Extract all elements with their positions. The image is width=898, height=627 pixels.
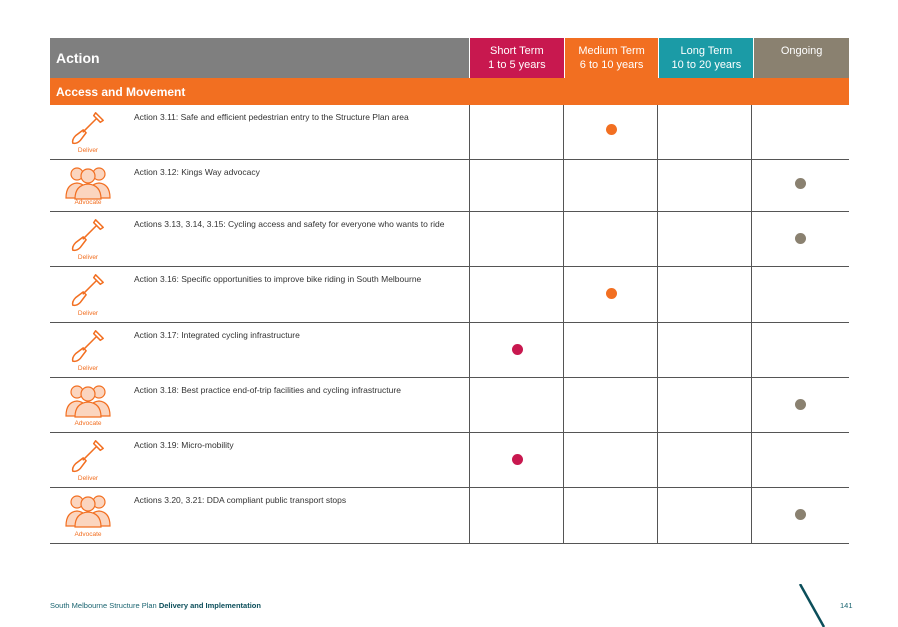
action-text: Action 3.11: Safe and efficient pedestrian entry to the Structure Plan area — [134, 112, 409, 122]
long-term-cell — [658, 323, 752, 377]
medium-term-cell — [564, 105, 658, 159]
short-term-cell — [470, 212, 564, 266]
ongoing-label: Ongoing — [780, 45, 823, 57]
medium-term-cell — [564, 160, 658, 211]
role-label: Deliver — [77, 475, 99, 482]
timing-dot — [606, 288, 617, 299]
short-term-range: 1 to 5 years — [488, 59, 546, 71]
short-term-cell — [470, 323, 564, 377]
short-term-cell — [470, 488, 564, 543]
footer — [50, 601, 261, 610]
medium-term-cell — [564, 212, 658, 266]
table-header — [50, 38, 849, 78]
ongoing-cell — [752, 378, 847, 432]
role-label: Deliver — [77, 147, 99, 154]
role-label: Deliver — [77, 365, 99, 372]
medium-term-cell — [564, 488, 658, 543]
shovel-icon — [58, 109, 118, 152]
long-term-range: 10 to 20 years — [671, 59, 742, 71]
table-row — [50, 160, 849, 212]
action-cell — [50, 267, 470, 322]
timing-dot — [512, 454, 523, 465]
action-text: Action 3.16: Specific opportunities to improve bike riding in South Melbourne — [134, 274, 422, 284]
table-row — [50, 378, 849, 433]
people-group-icon — [58, 382, 118, 423]
medium-term-label: Medium Term — [578, 45, 645, 57]
short-term-cell — [470, 378, 564, 432]
action-text: Action 3.19: Micro-mobility — [134, 440, 234, 450]
timing-dot — [512, 344, 523, 355]
medium-term-cell — [564, 267, 658, 322]
long-term-cell — [658, 160, 752, 211]
action-text: Action 3.18: Best practice end-of-trip facilities and cycling infrastructure — [134, 385, 401, 395]
medium-term-cell — [564, 323, 658, 377]
ongoing-cell — [752, 212, 847, 266]
long-term-cell — [658, 105, 752, 159]
table-row — [50, 212, 849, 267]
role-label: Advocate — [74, 531, 102, 538]
role-label: Deliver — [77, 254, 99, 261]
ongoing-cell — [752, 160, 847, 211]
long-term-cell — [658, 267, 752, 322]
timing-dot — [795, 233, 806, 244]
medium-term-header — [565, 38, 659, 78]
table-row — [50, 323, 849, 378]
action-cell — [50, 378, 470, 432]
medium-term-cell — [564, 433, 658, 487]
section-title: Access and Movement — [50, 78, 849, 105]
table-row — [50, 267, 849, 323]
action-cell — [50, 488, 470, 543]
ongoing-cell — [752, 488, 847, 543]
long-term-cell — [658, 378, 752, 432]
long-term-label: Long Term — [680, 45, 733, 57]
ongoing-header — [754, 38, 849, 78]
timing-dot — [795, 399, 806, 410]
ongoing-cell — [752, 323, 847, 377]
action-column-header: Action — [50, 38, 469, 78]
short-term-cell — [470, 105, 564, 159]
table-row — [50, 488, 849, 544]
decorative-slash — [798, 584, 828, 627]
timing-dot — [606, 124, 617, 135]
long-term-header — [659, 38, 753, 78]
action-table — [50, 38, 849, 544]
shovel-icon — [58, 216, 118, 259]
table-row — [50, 433, 849, 488]
short-term-header — [470, 38, 564, 78]
short-term-label: Short Term — [490, 45, 544, 57]
action-text: Action 3.12: Kings Way advocacy — [134, 167, 260, 177]
action-cell — [50, 433, 470, 487]
ongoing-cell — [752, 433, 847, 487]
timing-dot — [795, 509, 806, 520]
action-text: Actions 3.20, 3.21: DDA compliant public transport stops — [134, 495, 347, 505]
footer-doc-title: South Melbourne Structure Plan — [50, 601, 157, 610]
shovel-icon — [58, 271, 118, 314]
timing-dot — [795, 178, 806, 189]
short-term-cell — [470, 267, 564, 322]
people-group-icon — [58, 492, 118, 533]
action-cell — [50, 212, 470, 266]
short-term-cell — [470, 160, 564, 211]
long-term-cell — [658, 433, 752, 487]
page-number: 141 — [840, 601, 853, 610]
ongoing-cell — [752, 105, 847, 159]
long-term-cell — [658, 488, 752, 543]
role-label: Deliver — [77, 310, 99, 317]
rows-container — [50, 105, 849, 544]
role-label: Advocate — [74, 199, 102, 206]
medium-term-cell — [564, 378, 658, 432]
role-label: Advocate — [74, 420, 102, 427]
action-text: Actions 3.13, 3.14, 3.15: Cycling access and safety for everyone who wants to ride — [134, 219, 445, 229]
short-term-cell — [470, 433, 564, 487]
long-term-cell — [658, 212, 752, 266]
action-cell — [50, 105, 470, 159]
action-cell — [50, 160, 470, 211]
action-cell — [50, 323, 470, 377]
ongoing-cell — [752, 267, 847, 322]
shovel-icon — [58, 437, 118, 480]
shovel-icon — [58, 327, 118, 370]
table-row — [50, 105, 849, 160]
footer-section-title: Delivery and Implementation — [158, 601, 261, 610]
action-text: Action 3.17: Integrated cycling infrastructure — [134, 330, 300, 340]
medium-term-range: 6 to 10 years — [579, 59, 644, 71]
